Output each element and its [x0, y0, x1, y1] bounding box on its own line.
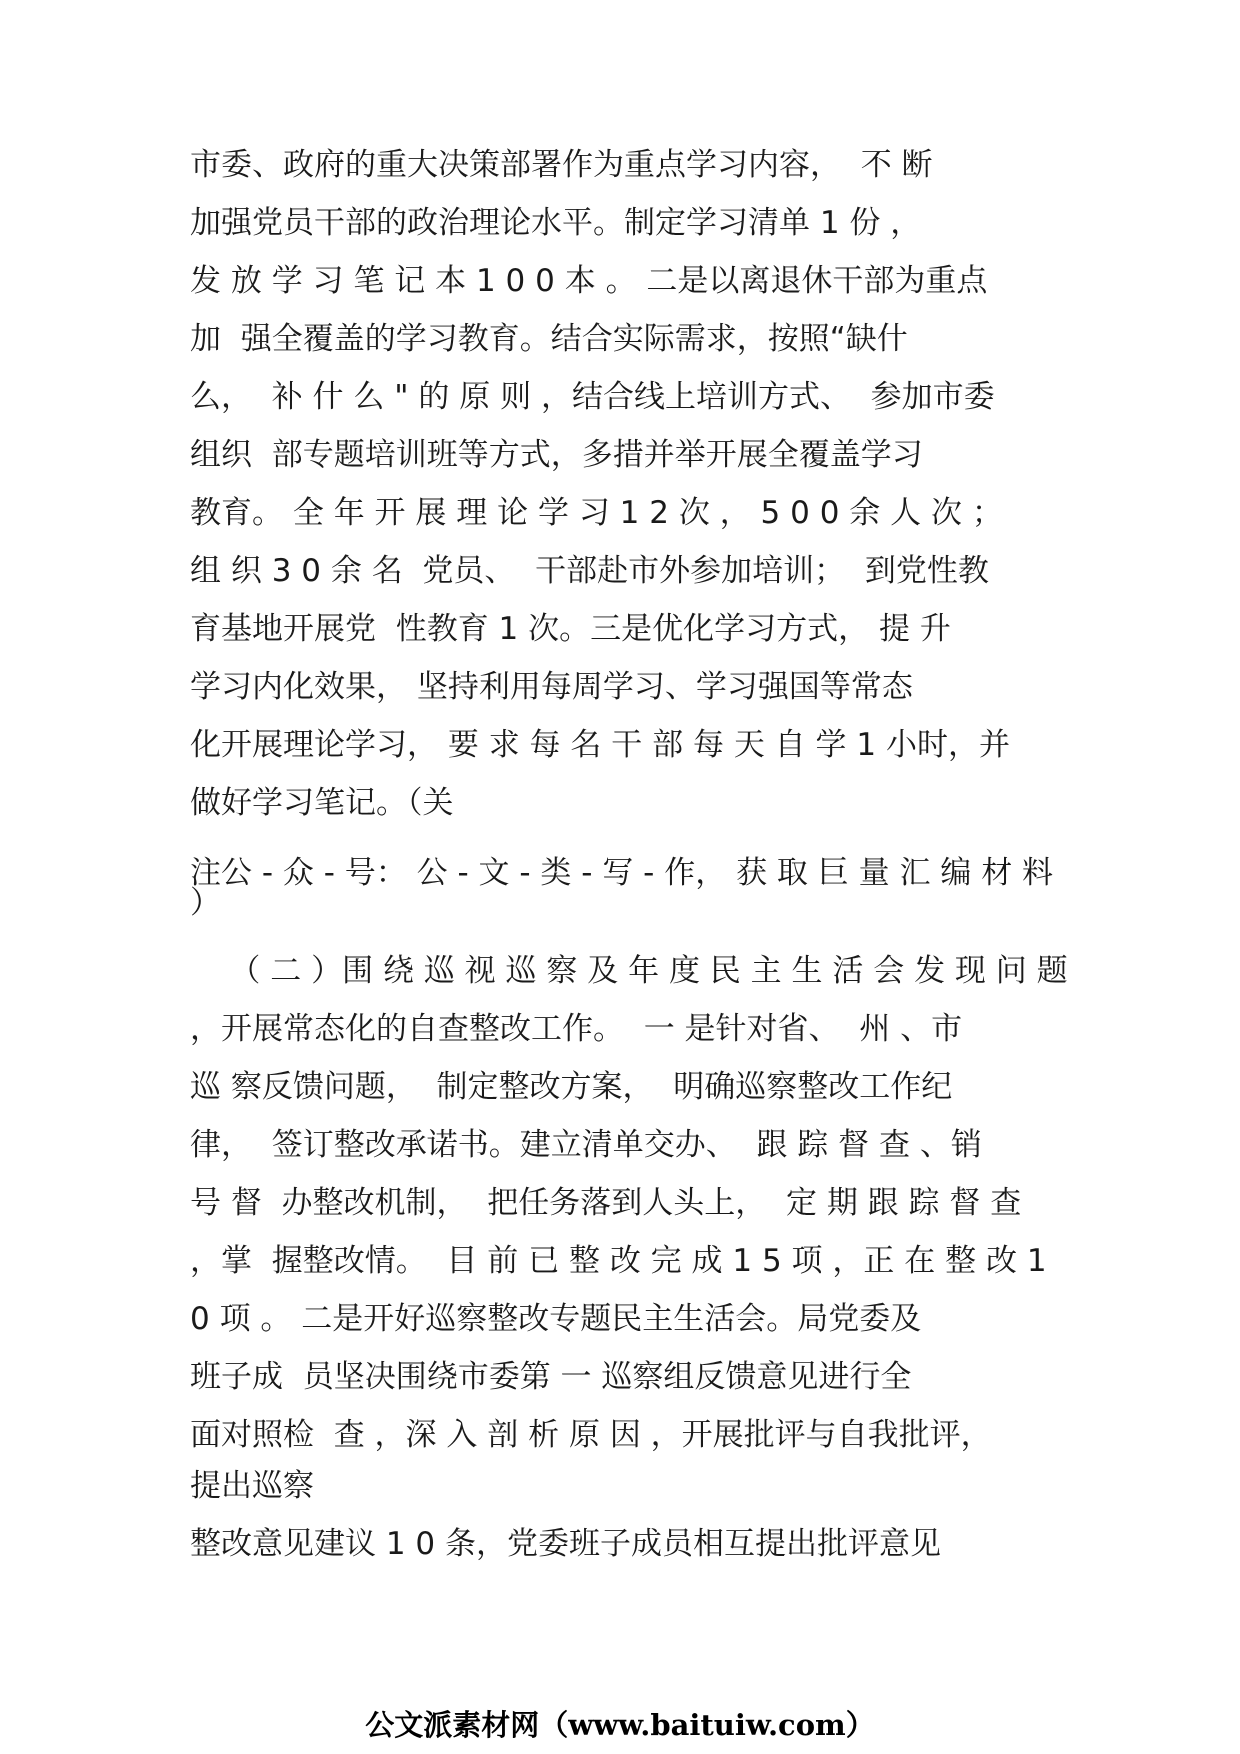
body-text-line: 加强党员干部的政治理论水平。制定学习清单 1 份 ，: [190, 205, 922, 241]
body-text-line: 号 督 办整改机制， 把任务落到人头上， 定 期 跟 踪 督 查: [190, 1185, 1022, 1221]
footer-watermark-text: 公文派素材网（www.baituiw.com）: [365, 1708, 875, 1742]
body-text-line: 化开展理论学习， 要 求 每 名 干 部 每 天 自 学 1 小时，并: [190, 727, 1010, 763]
body-text-line: 市委、政府的重大决策部署作为重点学习内容， 不 断: [190, 147, 933, 183]
body-text-line: 注公 - 众 - 号： 公 - 文 - 类 - 写 - 作， 获 取 巨 量 汇 编 材 料: [190, 855, 1054, 891]
body-text-line: 班子成 员坚决围绕市委第 一 巡察组反馈意见进行全: [190, 1359, 912, 1395]
section-heading-line: （ 二 ）围 绕 巡 视 巡 察 及 年 度 民 主 生 活 会 发 现 问 题: [190, 953, 1068, 989]
body-text-line: 组 织 3 0 余 名 党员、 干部赴市外参加培训； 到党性教: [190, 553, 989, 589]
body-text-line: 面对照检 查 ，深 入 剖 析 原 因 ，开展批评与自我批评，: [190, 1417, 992, 1453]
body-text-line: 巡 察反馈问题， 制定整改方案， 明确巡察整改工作纪: [190, 1069, 953, 1105]
body-text-line: 么， 补 什 么 " 的 原 则 ，结合线上培训方式、 参加市委: [190, 379, 995, 415]
body-text-line: 学习内化效果， 坚持利用每周学习、学习强国等常态: [190, 669, 913, 705]
body-text-line: 提出巡察: [190, 1468, 314, 1504]
body-text-line: 发 放 学 习 笔 记 本 1 0 0 本 。 二是以离退休干部为重点: [190, 263, 988, 299]
body-text-line: 育基地开展党 性教育 1 次。三是优化学习方式， 提 升: [190, 611, 951, 647]
body-text-line: ）: [190, 885, 221, 921]
body-text-line: 整改意见建议 1 0 条，党委班子成员相互提出批评意见: [190, 1526, 942, 1562]
body-text-line: 0 项 。 二是开好巡察整改专题民主生活会。局党委及: [190, 1301, 922, 1337]
body-text-line: ，开展常态化的自查整改工作。 一 是针对省、 州 、市: [190, 1011, 963, 1047]
body-text-line: 教育。 全 年 开 展 理 论 学 习 1 2 次 ， 5 0 0 余 人 次 ；: [190, 495, 1003, 531]
body-text-line: 组织 部专题培训班等方式，多措并举开展全覆盖学习: [190, 437, 923, 473]
body-text-line: 做好学习笔记。（关: [190, 785, 454, 821]
body-text-line: 律， 签订整改承诺书。建立清单交办、 跟 踪 督 查 、销: [190, 1127, 982, 1163]
body-text-line: ，掌 握整改情。 目 前 已 整 改 完 成 1 5 项 ，正 在 整 改 1: [190, 1243, 1047, 1279]
body-text-line: 加 强全覆盖的学习教育。结合实际需求，按照“缺什: [190, 321, 908, 357]
